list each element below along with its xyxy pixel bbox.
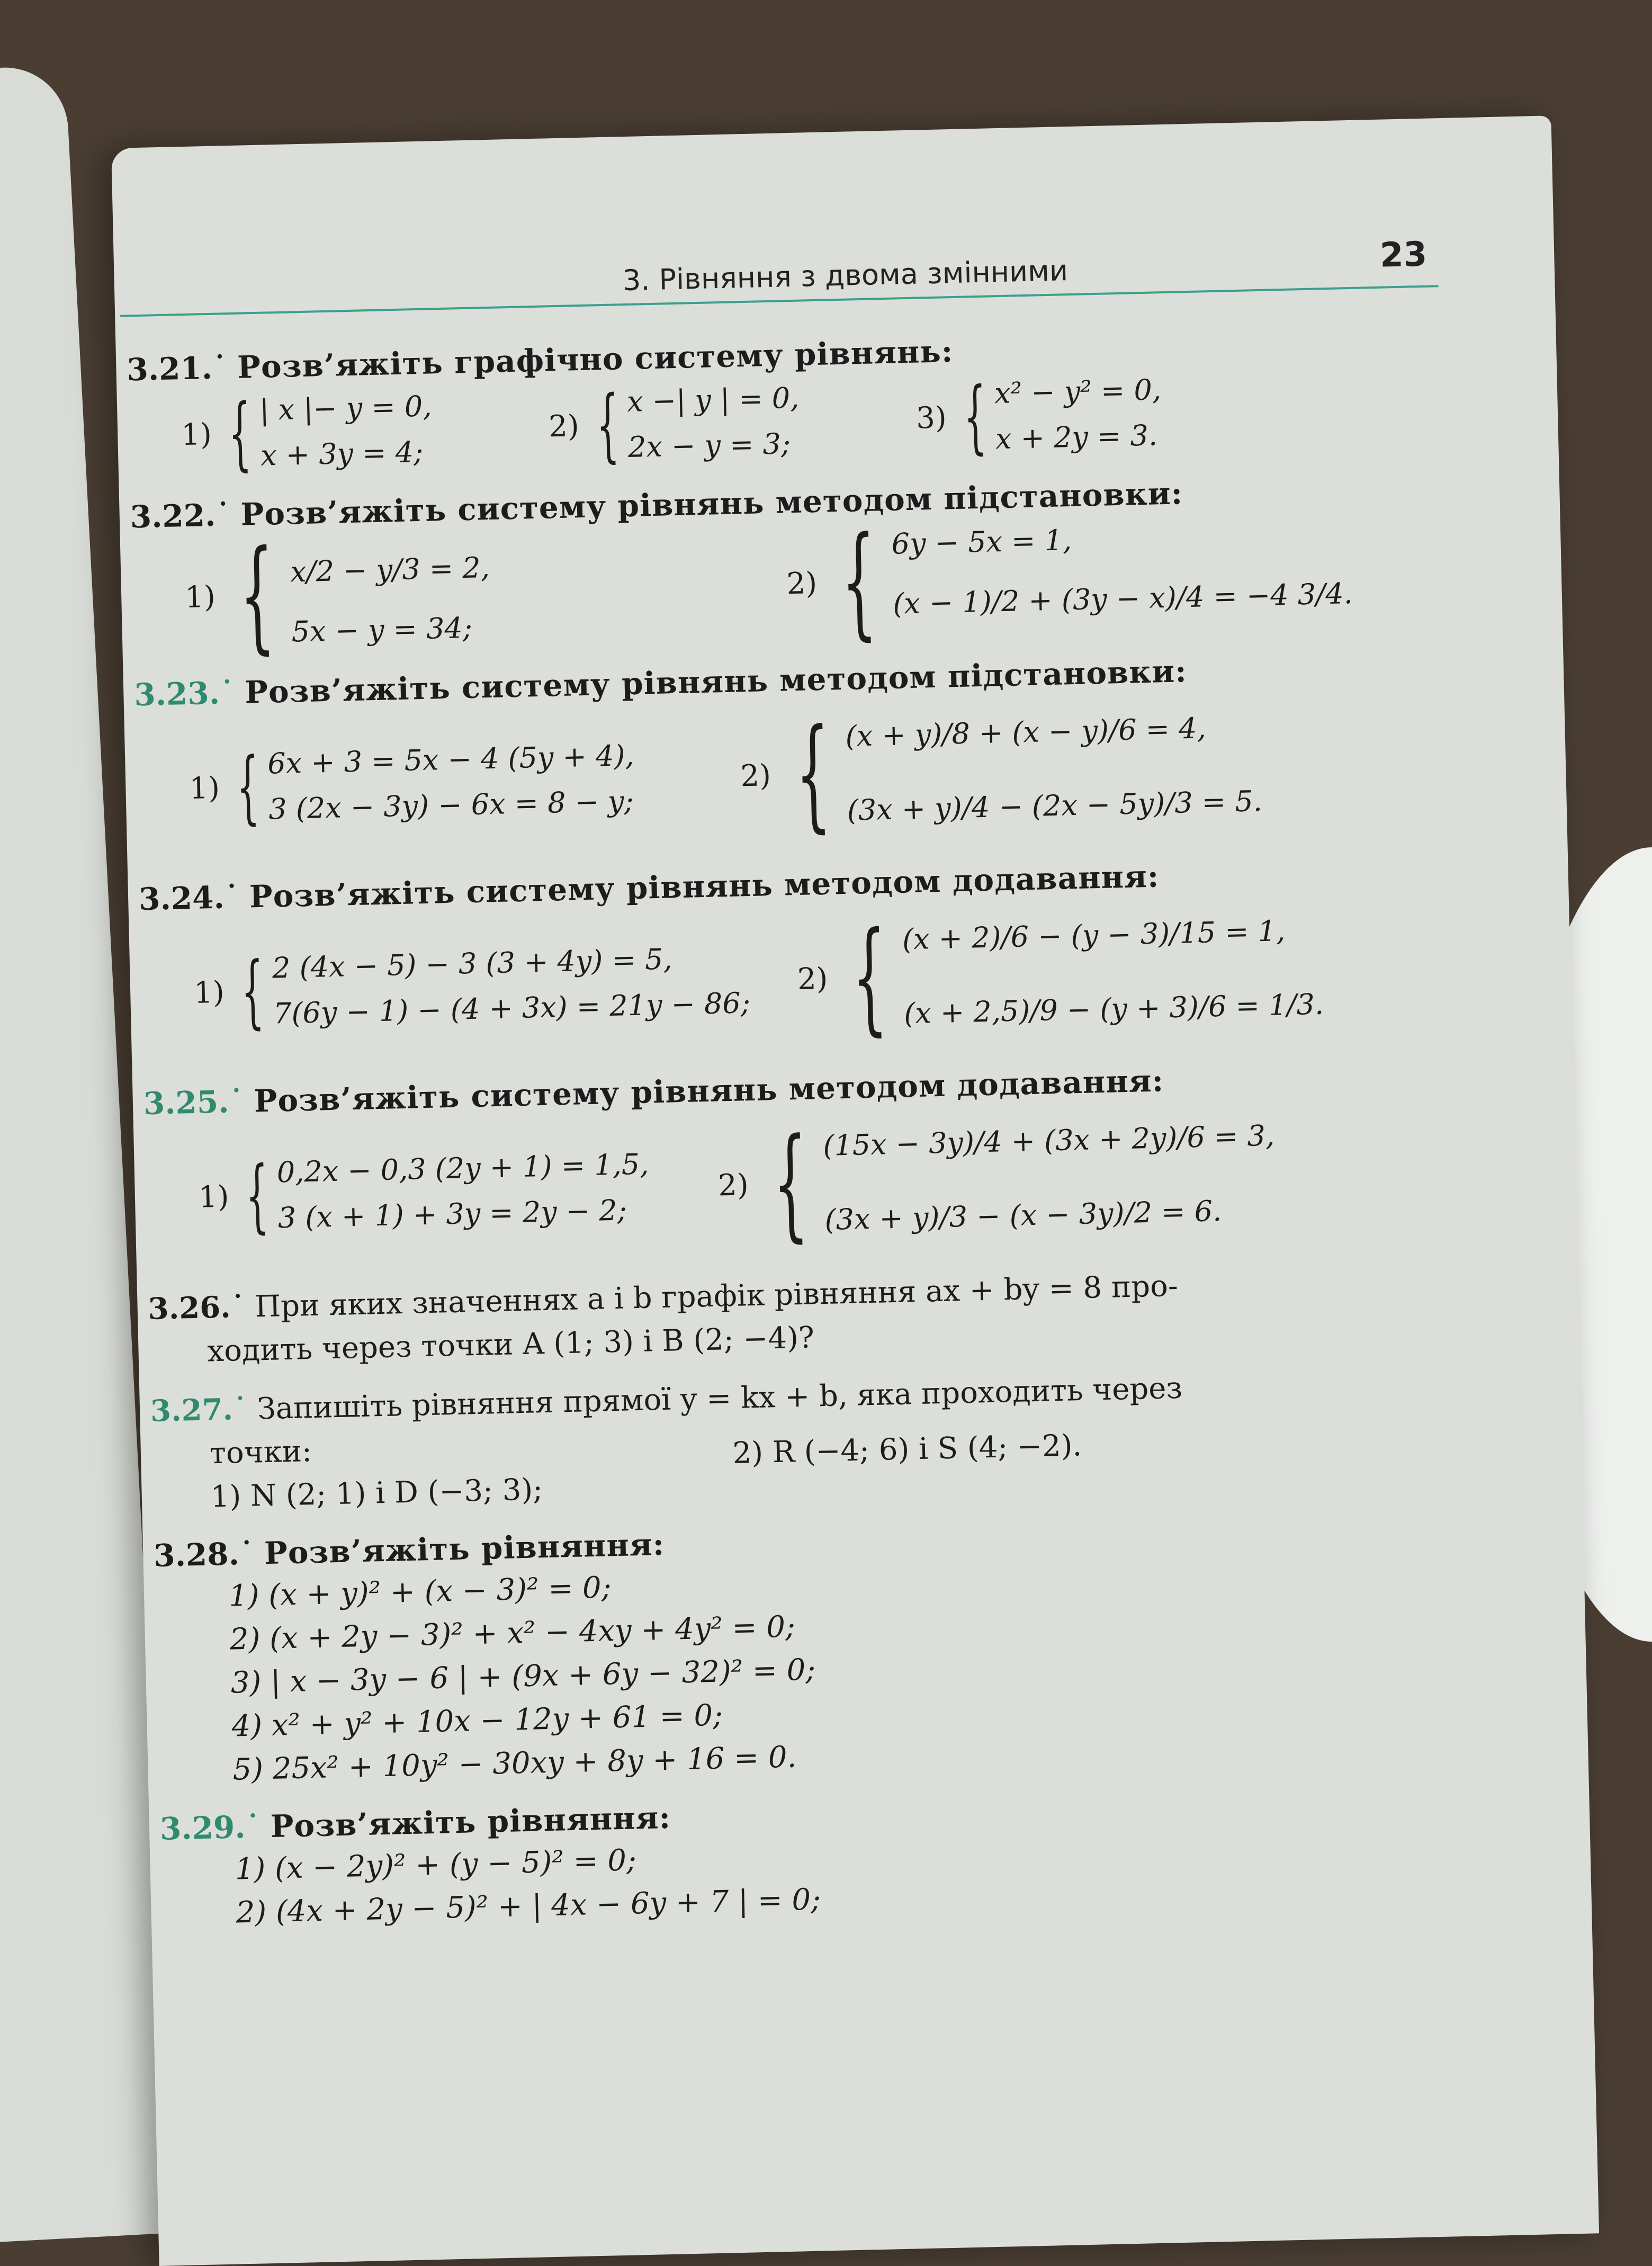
brace-icon: { [238, 524, 276, 667]
list-item: 4) x² + y² + 10x − 12y + 61 = 0; [231, 1698, 723, 1744]
problem-number: 3.25.˙ [143, 1083, 245, 1122]
page-number: 23 [1379, 235, 1428, 275]
problem-number: 3.24.˙ [138, 879, 240, 918]
part-1 [180, 383, 433, 480]
part-label: 2) [797, 961, 829, 997]
page-header [114, 235, 1439, 323]
problem-text: При яких значеннях a і b графік рівняння ax + by = 8 про- [254, 1268, 1179, 1324]
part-label: 2) [548, 408, 580, 444]
part-label: 3) [915, 400, 947, 436]
list-item: 1) (x + y)² + (x − 3)² = 0; [228, 1570, 612, 1614]
brace-icon: { [794, 703, 832, 845]
equation: x + 3y = 4; [260, 435, 424, 472]
problem-number: 3.21.˙ [126, 350, 228, 388]
part-label: 2) [740, 758, 771, 793]
problem-number: 3.26.˙ [147, 1289, 246, 1327]
equation: 3 (x + 1) + 3y = 2y − 2; [277, 1193, 627, 1235]
book-page [111, 115, 1599, 2266]
problem-3-28 [153, 1503, 1556, 1794]
equation: 7(6y − 1) − (4 + 3x) = 21y − 86; [273, 986, 751, 1031]
problem-number: 3.22.˙ [130, 497, 231, 535]
part-label: 1) [181, 417, 212, 452]
equation: 6y − 5x = 1, [891, 523, 1072, 561]
part-3 [915, 367, 1163, 463]
list-item: 1) (x − 2y)² + (y − 5)² = 0; [235, 1843, 637, 1887]
part-1 [184, 524, 492, 667]
brace-icon: { [962, 370, 987, 463]
part-label: 2) [717, 1167, 749, 1203]
part-1: 1) N (2; 1) і D (−3; 3); [210, 1472, 543, 1515]
problem-3-24 [138, 847, 1540, 1068]
part-2: 2) R (−4; 6) і S (4; −2). [732, 1428, 1082, 1471]
problem-instruction: Розв’яжіть систему рівнянь методом додавання: [254, 1062, 1164, 1119]
equation: 3 (2x − 3y) − 6x = 8 − y; [268, 784, 634, 826]
problem-3-26 [148, 1256, 1547, 1375]
problem-3-22 [130, 464, 1531, 667]
equation: (15x − 3y)/4 + (3x + 2y)/6 = 3, [822, 1118, 1275, 1162]
equation: 2 (4x − 5) − 3 (3 + 4y) = 5, [272, 942, 673, 985]
problem-3-27 [150, 1358, 1550, 1520]
problem-instruction: Розв’яжіть систему рівнянь методом підстановки: [240, 475, 1183, 533]
equation: x² − y² = 0, [994, 373, 1162, 410]
equation: (x + 2,5)/9 − (y + 3)/6 = 1/3. [903, 987, 1324, 1031]
brace-icon: { [245, 1149, 270, 1242]
equation: (x − 1)/2 + (3y − x)/4 = −4 3/4. [892, 577, 1353, 621]
part-2 [796, 893, 1325, 1053]
equation: (3x + y)/4 − (2x − 5y)/3 = 5. [847, 784, 1263, 827]
problem-3-21 [127, 318, 1527, 482]
problem-text: Запишіть рівняння прямої y = kx + b, яка проходить через [257, 1371, 1183, 1427]
equation: (x + 2)/6 − (y − 3)/15 = 1, [902, 914, 1286, 956]
brace-icon: { [236, 740, 261, 834]
part-2 [547, 375, 801, 472]
equation: (x + y)/8 + (x − y)/6 = 4, [845, 711, 1207, 753]
problem-instruction: Розв’яжіть рівняння: [270, 1799, 671, 1844]
problem-instruction: Розв’яжіть систему рівнянь методом підстановки: [244, 653, 1188, 711]
problem-3-25 [143, 1051, 1545, 1273]
problem-instruction: Розв’яжіть графічно систему рівнянь: [237, 333, 954, 386]
equation: 0,2x − 0,3 (2y + 1) = 1,5, [276, 1147, 649, 1189]
section-title: 3. Рівняння з двома змінними [622, 254, 1069, 298]
problem-3-23 [134, 642, 1536, 864]
problem-text: ходить через точки A (1; 3) і B (2; −4)? [206, 1320, 815, 1369]
problem-number: 3.23.˙ [133, 674, 236, 713]
problem-3-29 [159, 1777, 1560, 1937]
part-label: 2) [786, 566, 818, 601]
part-1 [197, 1141, 650, 1242]
equation: 2x − y = 3; [627, 427, 791, 464]
brace-icon: { [850, 906, 889, 1049]
part-1 [193, 935, 751, 1038]
problem-number: 3.28.˙ [153, 1535, 255, 1574]
equation: 5x − y = 34; [291, 611, 473, 649]
part-1 [188, 733, 636, 834]
brace-icon: { [240, 945, 265, 1038]
equation: x −| y | = 0, [626, 381, 800, 419]
problem-text: точки: [209, 1434, 312, 1471]
part-label: 1) [184, 579, 216, 615]
equation: x + 2y = 3. [995, 418, 1158, 456]
brace-icon: { [595, 379, 620, 472]
brace-icon: { [840, 510, 878, 653]
problem-number: 3.29.˙ [159, 1808, 262, 1847]
part-label: 1) [193, 975, 225, 1010]
list-item: 3) | x − 3y − 6 | + (9x + 6y − 32)² = 0; [230, 1652, 816, 1700]
part-2 [716, 1099, 1277, 1260]
equation: x/2 − y/3 = 2, [290, 550, 490, 589]
equation-list [228, 1545, 1557, 1792]
brace-icon: { [771, 1112, 810, 1255]
page-content [127, 318, 1560, 1951]
brace-icon: { [228, 387, 253, 480]
part-label: 1) [188, 771, 220, 806]
list-item: 2) (x + 2y − 3)² + x² − 4xy + 4y² = 0; [229, 1609, 796, 1657]
equation: 6x + 3 = 5x − 4 (5y + 4), [267, 738, 635, 781]
equation: (3x + y)/3 − (x − 3y)/2 = 6. [824, 1194, 1222, 1237]
problem-instruction: Розв’яжіть систему рівнянь методом додавання: [249, 858, 1160, 915]
problem-number: 3.27.˙ [150, 1391, 248, 1429]
part-2 [739, 690, 1263, 850]
list-item: 5) 25x² + 10y² − 30xy + 8y + 16 = 0. [232, 1740, 797, 1787]
equation: | x |− y = 0, [259, 389, 433, 427]
problem-instruction: Розв’яжіть рівняння: [264, 1526, 665, 1572]
part-label: 1) [198, 1179, 230, 1215]
list-item: 2) (4x + 2y − 5)² + | 4x − 6y + 7 | = 0; [235, 1882, 821, 1930]
part-2 [785, 510, 1353, 653]
